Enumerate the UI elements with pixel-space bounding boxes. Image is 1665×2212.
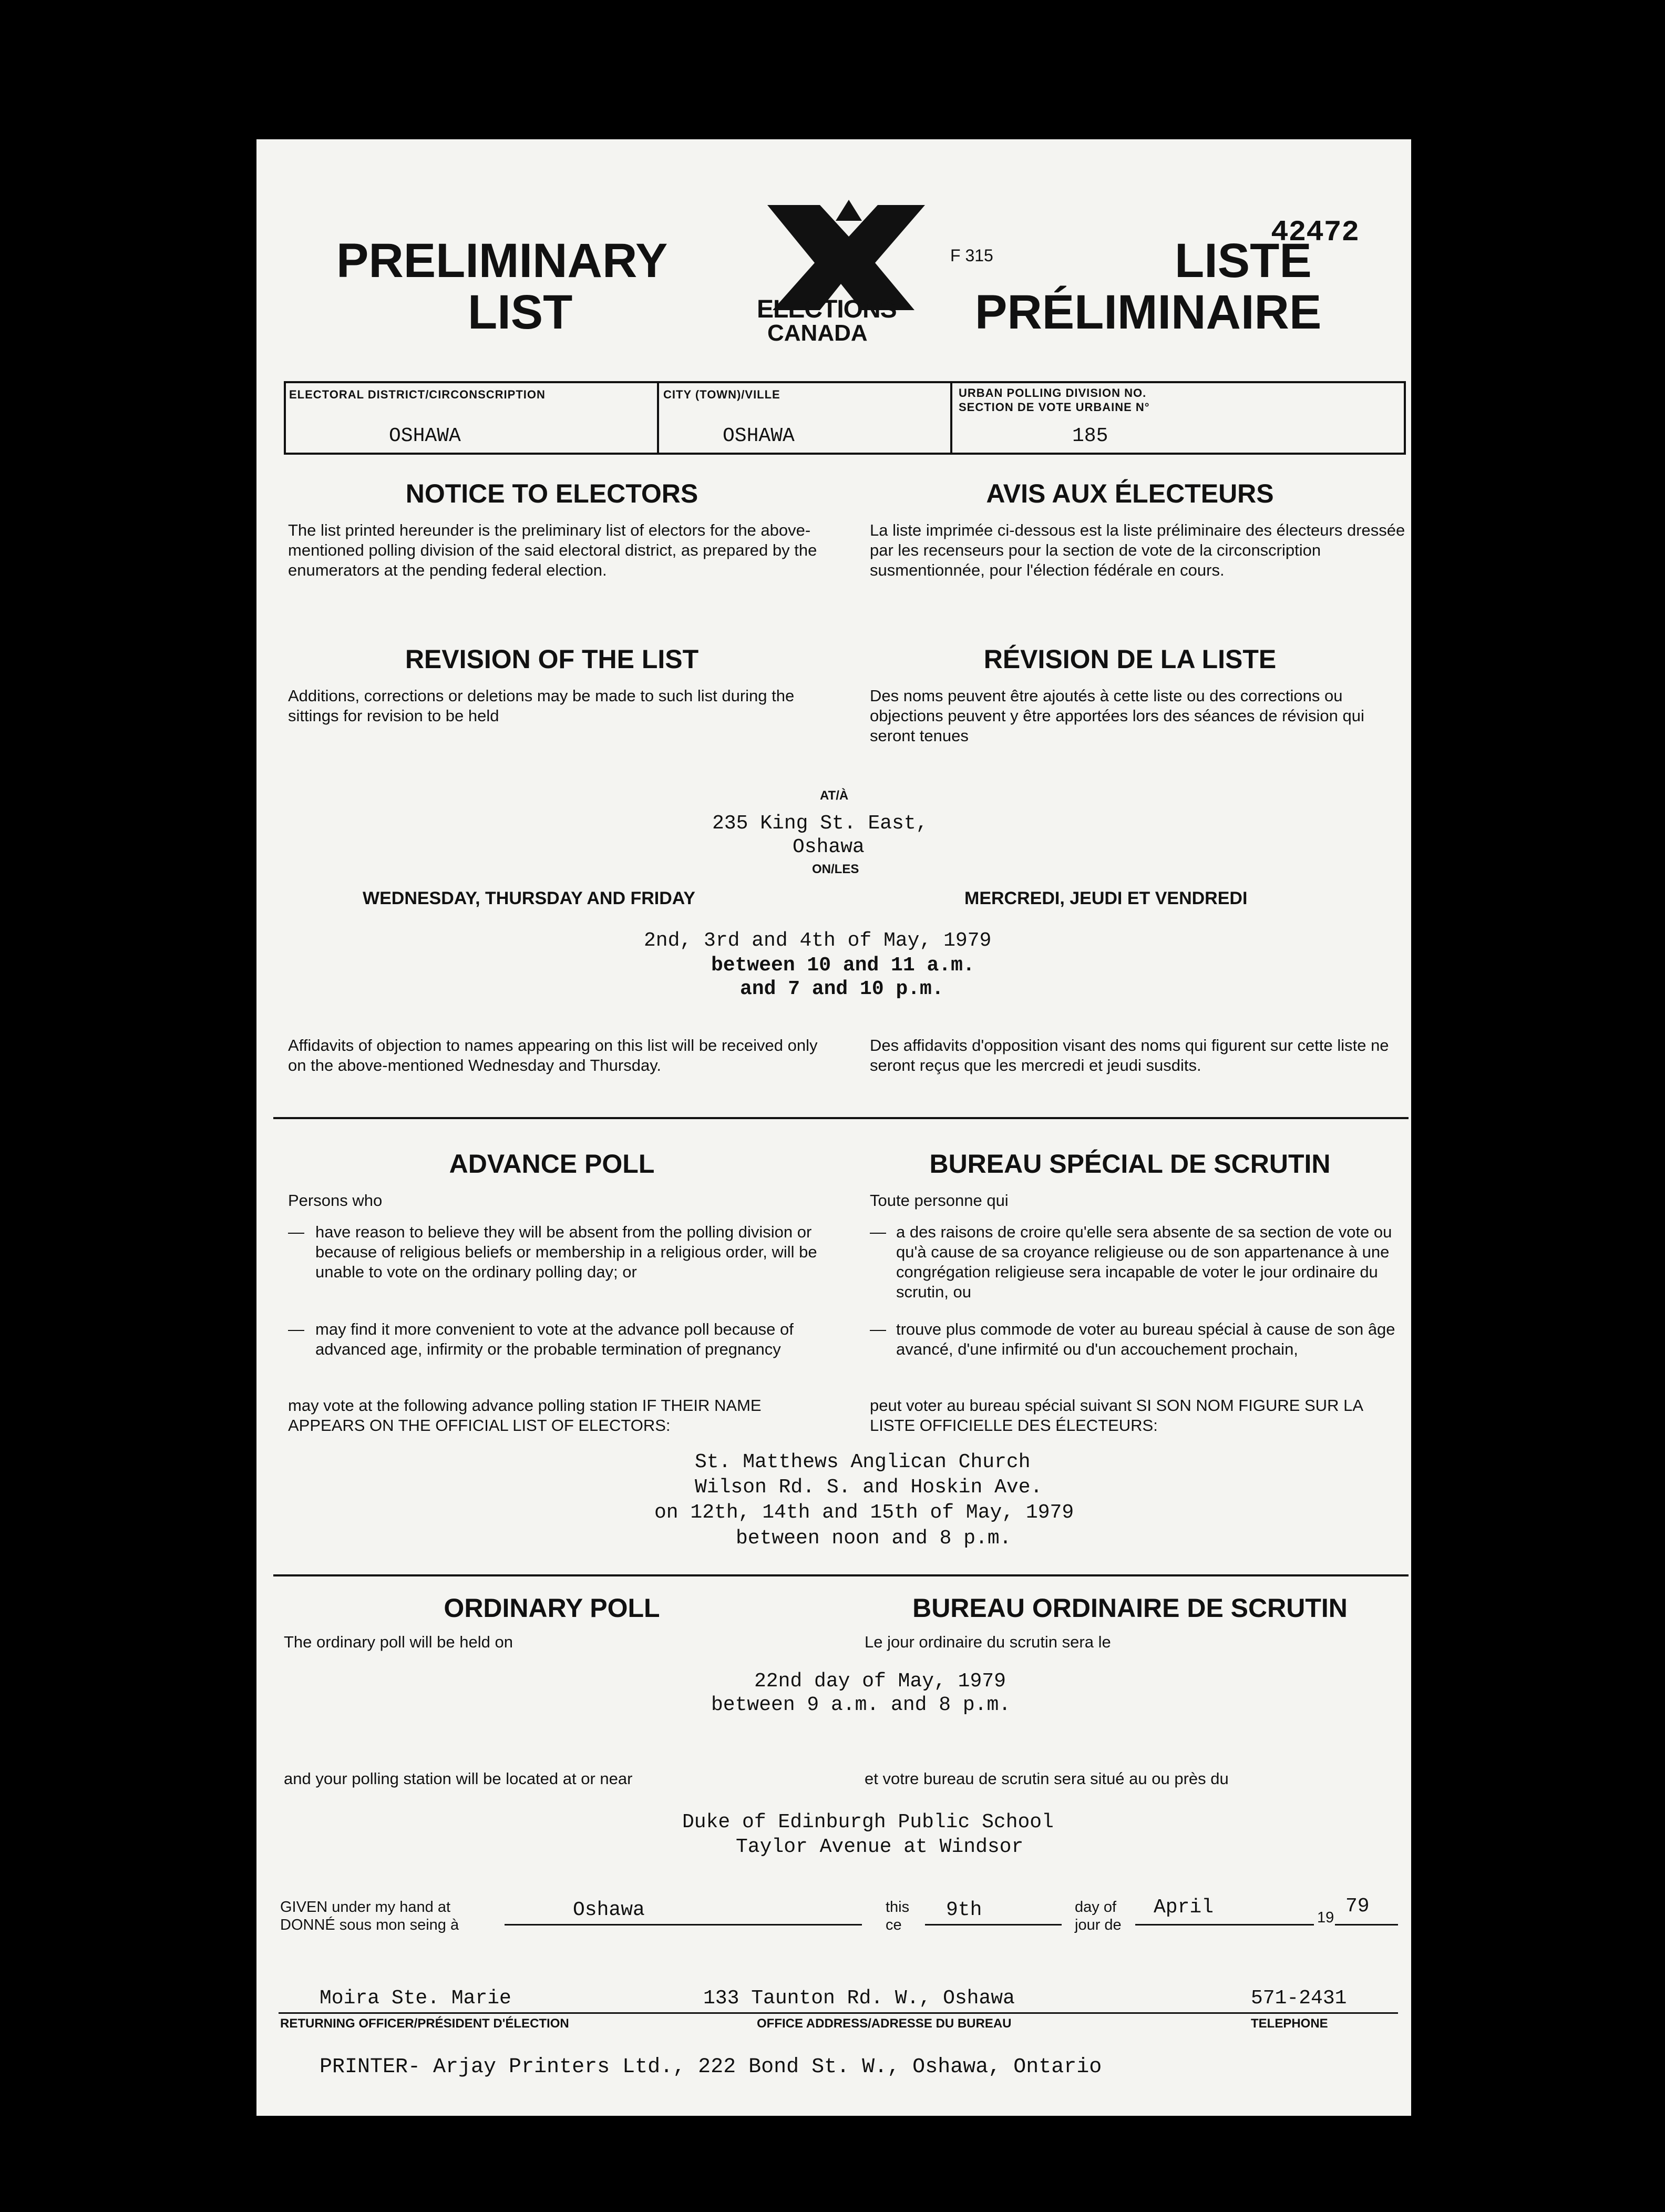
revision-dates-line2: between 10 and 11 a.m. [711, 954, 975, 977]
revision-heading-en: REVISION OF THE LIST [405, 644, 699, 674]
revision-dates-line3: and 7 and 10 p.m. [740, 978, 944, 1000]
day-of-fr: jour de [1075, 1917, 1122, 1933]
notice-heading-en: NOTICE TO ELECTORS [405, 479, 698, 508]
given-fr: DONNÉ sous mon seing à [280, 1917, 459, 1933]
logo-text-line1: ELECTIONS [757, 295, 897, 323]
ordinary-located-fr: et votre bureau de scrutin sera situé au ou près du [865, 1769, 1229, 1788]
advance-station-line2: Wilson Rd. S. and Hoskin Ave. [695, 1476, 1043, 1499]
district-value: OSHAWA [389, 425, 461, 447]
notice-text-en: The list printed hereunder is the preliminary list of electors for the above-mentioned polling division of the said electoral district, as prepared by the enumerators at the pending federal election. [288, 521, 817, 579]
day-of-en: day of [1075, 1899, 1116, 1916]
on-label: ON/LES [812, 862, 859, 876]
underline [1135, 1924, 1314, 1926]
section-divider [273, 1574, 1409, 1576]
officer-name: Moira Ste. Marie [320, 1987, 511, 2010]
title-en-line2: LIST [468, 285, 573, 339]
dash-marker: — [870, 1320, 886, 1338]
at-label: AT/À [820, 788, 849, 803]
revision-heading-fr: RÉVISION DE LA LISTE [983, 644, 1277, 674]
ordinary-heading-fr: BUREAU ORDINAIRE DE SCRUTIN [912, 1593, 1348, 1623]
advance-closing-en: may vote at the following advance polling station IF THEIR NAME APPEARS ON THE OFFICIAL LIST OF ELECTORS: [288, 1396, 762, 1435]
advance-station-line3: on 12th, 14th and 15th of May, 1979 [654, 1501, 1074, 1524]
advance-item2-fr: trouve plus commode de voter au bureau spécial à cause de son âge avancé, d'une infirmité ou d'un accouchement prochain, [896, 1320, 1395, 1358]
advance-item1-en: have reason to believe they will be absent from the polling division or because of religious beliefs or membership in a religious order, will be unable to vote on the ordinary polling day; or [315, 1223, 817, 1281]
office-phone: 571-2431 [1251, 1987, 1347, 2010]
polling-station-line1: Duke of Edinburgh Public School [682, 1811, 1054, 1834]
revision-text-en: Additions, corrections or deletions may be made to such list during the sittings for revision to be held [288, 687, 795, 725]
affidavit-text-fr: Des affidavits d'opposition visant des noms qui figurent sur cette liste ne seront reçus que les mercredi et jeudi susdits. [870, 1036, 1389, 1074]
underline [925, 1924, 1062, 1926]
section-divider [273, 1117, 1409, 1119]
signature-day: 9th [946, 1899, 982, 1921]
notice-text-fr: La liste imprimée ci-dessous est la liste préliminaire des électeurs dressée par les recenseurs pour la section de vote de la circonscription susmentionnée, pour l'élection fédérale en cours. [870, 521, 1405, 579]
ordinary-date-line2: between 9 a.m. and 8 p.m. [711, 1694, 1011, 1716]
form-number: F 315 [950, 246, 993, 265]
dash-marker: — [870, 1223, 886, 1241]
signature-place: Oshawa [573, 1899, 645, 1921]
dash-marker: — [288, 1223, 304, 1241]
revision-days-fr: MERCREDI, JEUDI ET VENDREDI [964, 888, 1248, 908]
office-address: 133 Taunton Rd. W., Oshawa [703, 1987, 1015, 2010]
advance-heading-fr: BUREAU SPÉCIAL DE SCRUTIN [929, 1149, 1331, 1179]
underline [279, 2012, 1398, 2014]
revision-days-en: WEDNESDAY, THURSDAY AND FRIDAY [363, 888, 695, 908]
title-fr-line2: PRÉLIMINAIRE [975, 285, 1322, 339]
advance-item2-en: may find it more convenient to vote at the advance poll because of advanced age, infirmity or the probable termination of pregnancy [315, 1320, 794, 1358]
city-value: OSHAWA [723, 425, 795, 447]
revision-text-fr: Des noms peuvent être ajoutés à cette liste ou des corrections ou objections peuvent y être apportées lors des séances de révision qui seront tenues [870, 687, 1364, 745]
advance-heading-en: ADVANCE POLL [449, 1149, 655, 1179]
dash-marker: — [288, 1320, 304, 1338]
underline [1335, 1924, 1398, 1926]
advance-closing-fr: peut voter au bureau spécial suivant SI SON NOM FIGURE SUR LA LISTE OFFICIELLE DES ÉLECTEURS: [870, 1396, 1363, 1435]
underline [505, 1924, 862, 1926]
phone-label: TELEPHONE [1251, 2016, 1328, 2031]
affidavit-text-en: Affidavits of objection to names appearing on this list will be received only on the above-mentioned Wednesday and Thursday. [288, 1036, 818, 1074]
revision-location-line2: Oshawa [793, 836, 865, 858]
address-label: OFFICE ADDRESS/ADRESSE DU BUREAU [757, 2016, 1012, 2031]
ordinary-date-line1: 22nd day of May, 1979 [754, 1670, 1006, 1693]
polling-station-line2: Taylor Avenue at Windsor [736, 1836, 1024, 1858]
logo-text-line2: CANADA [767, 320, 868, 346]
division-label-line1: URBAN POLLING DIVISION NO. [959, 386, 1147, 400]
year-suffix: 79 [1345, 1895, 1370, 1918]
ordinary-held-en: The ordinary poll will be held on [284, 1633, 513, 1651]
officer-label: RETURNING OFFICER/PRÉSIDENT D'ÉLECTION [280, 2016, 569, 2031]
advance-station-line4: between noon and 8 p.m. [736, 1527, 1012, 1550]
advance-station-line1: St. Matthews Anglican Church [695, 1451, 1031, 1473]
advance-intro-en: Persons who [288, 1191, 383, 1210]
title-en-line1: PRELIMINARY [336, 234, 668, 288]
division-label-line2: SECTION DE VOTE URBAINE N° [959, 401, 1150, 414]
year-prefix: 19 [1317, 1909, 1334, 1926]
this-fr: ce [886, 1917, 902, 1933]
signature-month: April [1154, 1896, 1214, 1919]
ordinary-held-fr: Le jour ordinaire du scrutin sera le [865, 1633, 1111, 1651]
advance-intro-fr: Toute personne qui [870, 1191, 1009, 1210]
printer-line: PRINTER- Arjay Printers Ltd., 222 Bond St. W., Oshawa, Ontario [320, 2055, 1102, 2079]
serial-number: 42472 [1271, 216, 1360, 249]
ordinary-located-en: and your polling station will be located at or near [284, 1769, 633, 1788]
notice-heading-fr: AVIS AUX ÉLECTEURS [986, 479, 1274, 508]
revision-dates-line1: 2nd, 3rd and 4th of May, 1979 [644, 929, 992, 952]
division-value: 185 [1072, 425, 1108, 447]
this-en: this [886, 1899, 910, 1916]
title-fr-line1: LISTE [1175, 234, 1312, 288]
city-label: CITY (TOWN)/VILLE [663, 388, 780, 401]
given-en: GIVEN under my hand at [280, 1899, 450, 1916]
advance-item1-fr: a des raisons de croire qu'elle sera absente de sa section de vote ou qu'à cause de sa croyance religieuse ou de son appartenance à une congrégation religieuse sera incapable de voter le jour ordinaire du scrutin, ou [896, 1223, 1392, 1301]
district-label: ELECTORAL DISTRICT/CIRCONSCRIPTION [289, 388, 546, 401]
revision-location-line1: 235 King St. East, [712, 812, 928, 835]
ordinary-heading-en: ORDINARY POLL [444, 1593, 660, 1623]
